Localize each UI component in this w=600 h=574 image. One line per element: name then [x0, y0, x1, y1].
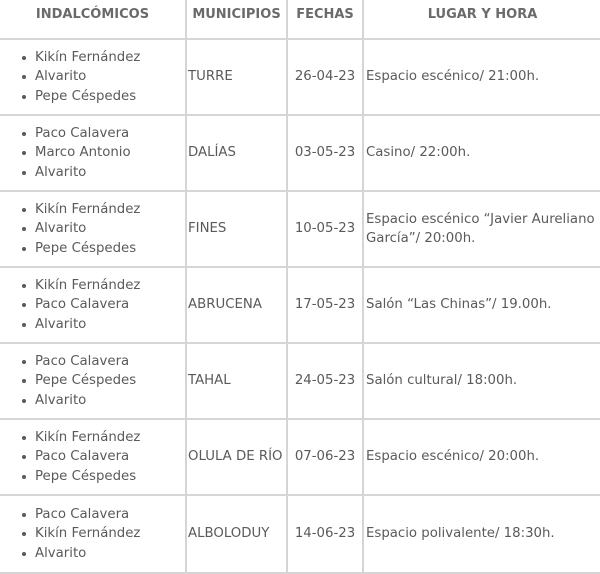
place-time-cell: Espacio polivalente/ 18:30h.	[363, 495, 600, 573]
date-cell: 03-05-23	[287, 115, 363, 191]
performer-item: Paco Calavera	[21, 352, 185, 372]
municipality-cell: ABRUCENA	[186, 267, 287, 343]
performer-item: Marco Antonio	[21, 143, 185, 163]
performer-item: Kikín Fernández	[21, 428, 185, 448]
table-row	[0, 267, 600, 343]
place-time-cell: Casino/ 22:00h.	[363, 115, 600, 191]
place-time-cell: Salón cultural/ 18:00h.	[363, 343, 600, 419]
performer-item: Paco Calavera	[21, 295, 185, 315]
performers-list	[0, 505, 185, 564]
performer-item: Alvarito	[21, 391, 185, 411]
performers-list	[0, 200, 185, 259]
performers-list	[0, 48, 185, 107]
performers-cell	[0, 343, 186, 419]
performer-item: Kikín Fernández	[21, 276, 185, 296]
date-cell: 17-05-23	[287, 267, 363, 343]
table-row	[0, 495, 600, 573]
header-indalcomicos: INDALCÓMICOS	[0, 0, 186, 39]
place-time-cell: Espacio escénico/ 20:00h.	[363, 419, 600, 495]
performer-item: Kikín Fernández	[21, 200, 185, 220]
performer-item: Pepe Céspedes	[21, 371, 185, 391]
table-row	[0, 115, 600, 191]
header-row	[0, 0, 600, 39]
table-row	[0, 191, 600, 267]
municipality-cell: FINES	[186, 191, 287, 267]
performers-cell	[0, 191, 186, 267]
performer-item: Alvarito	[21, 544, 185, 564]
municipality-cell: DALÍAS	[186, 115, 287, 191]
performers-cell	[0, 267, 186, 343]
performers-list	[0, 276, 185, 335]
place-time-cell: Espacio escénico/ 21:00h.	[363, 39, 600, 115]
performer-item: Pepe Céspedes	[21, 467, 185, 487]
performers-cell	[0, 495, 186, 573]
municipality-cell: TURRE	[186, 39, 287, 115]
date-cell: 24-05-23	[287, 343, 363, 419]
performer-item: Paco Calavera	[21, 124, 185, 144]
performer-item: Alvarito	[21, 163, 185, 183]
performer-item: Paco Calavera	[21, 447, 185, 467]
table-row	[0, 39, 600, 115]
municipality-cell: TAHAL	[186, 343, 287, 419]
performers-cell	[0, 39, 186, 115]
header-lugar-y-hora: LUGAR Y HORA	[363, 0, 600, 39]
performer-item: Pepe Céspedes	[21, 239, 185, 259]
performer-item: Pepe Céspedes	[21, 87, 185, 107]
performer-item: Alvarito	[21, 67, 185, 87]
performers-list	[0, 352, 185, 411]
performer-item: Alvarito	[21, 219, 185, 239]
header-fechas: FECHAS	[287, 0, 363, 39]
performers-cell	[0, 419, 186, 495]
header-municipios: MUNICIPIOS	[186, 0, 287, 39]
date-cell: 10-05-23	[287, 191, 363, 267]
performer-item: Kikín Fernández	[21, 48, 185, 68]
place-time-cell: Salón “Las Chinas”/ 19.00h.	[363, 267, 600, 343]
date-cell: 26-04-23	[287, 39, 363, 115]
municipality-cell: ALBOLODUY	[186, 495, 287, 573]
table-row	[0, 419, 600, 495]
table-row	[0, 343, 600, 419]
municipality-cell: OLULA DE RÍO	[186, 419, 287, 495]
performer-item: Alvarito	[21, 315, 185, 335]
place-time-cell: Espacio escénico “Javier Aureliano García”/ 20:00h.	[363, 191, 600, 267]
date-cell: 07-06-23	[287, 419, 363, 495]
performers-list	[0, 428, 185, 487]
performer-item: Paco Calavera	[21, 505, 185, 525]
date-cell: 14-06-23	[287, 495, 363, 573]
performer-item: Kikín Fernández	[21, 524, 185, 544]
performers-list	[0, 124, 185, 183]
performers-cell	[0, 115, 186, 191]
